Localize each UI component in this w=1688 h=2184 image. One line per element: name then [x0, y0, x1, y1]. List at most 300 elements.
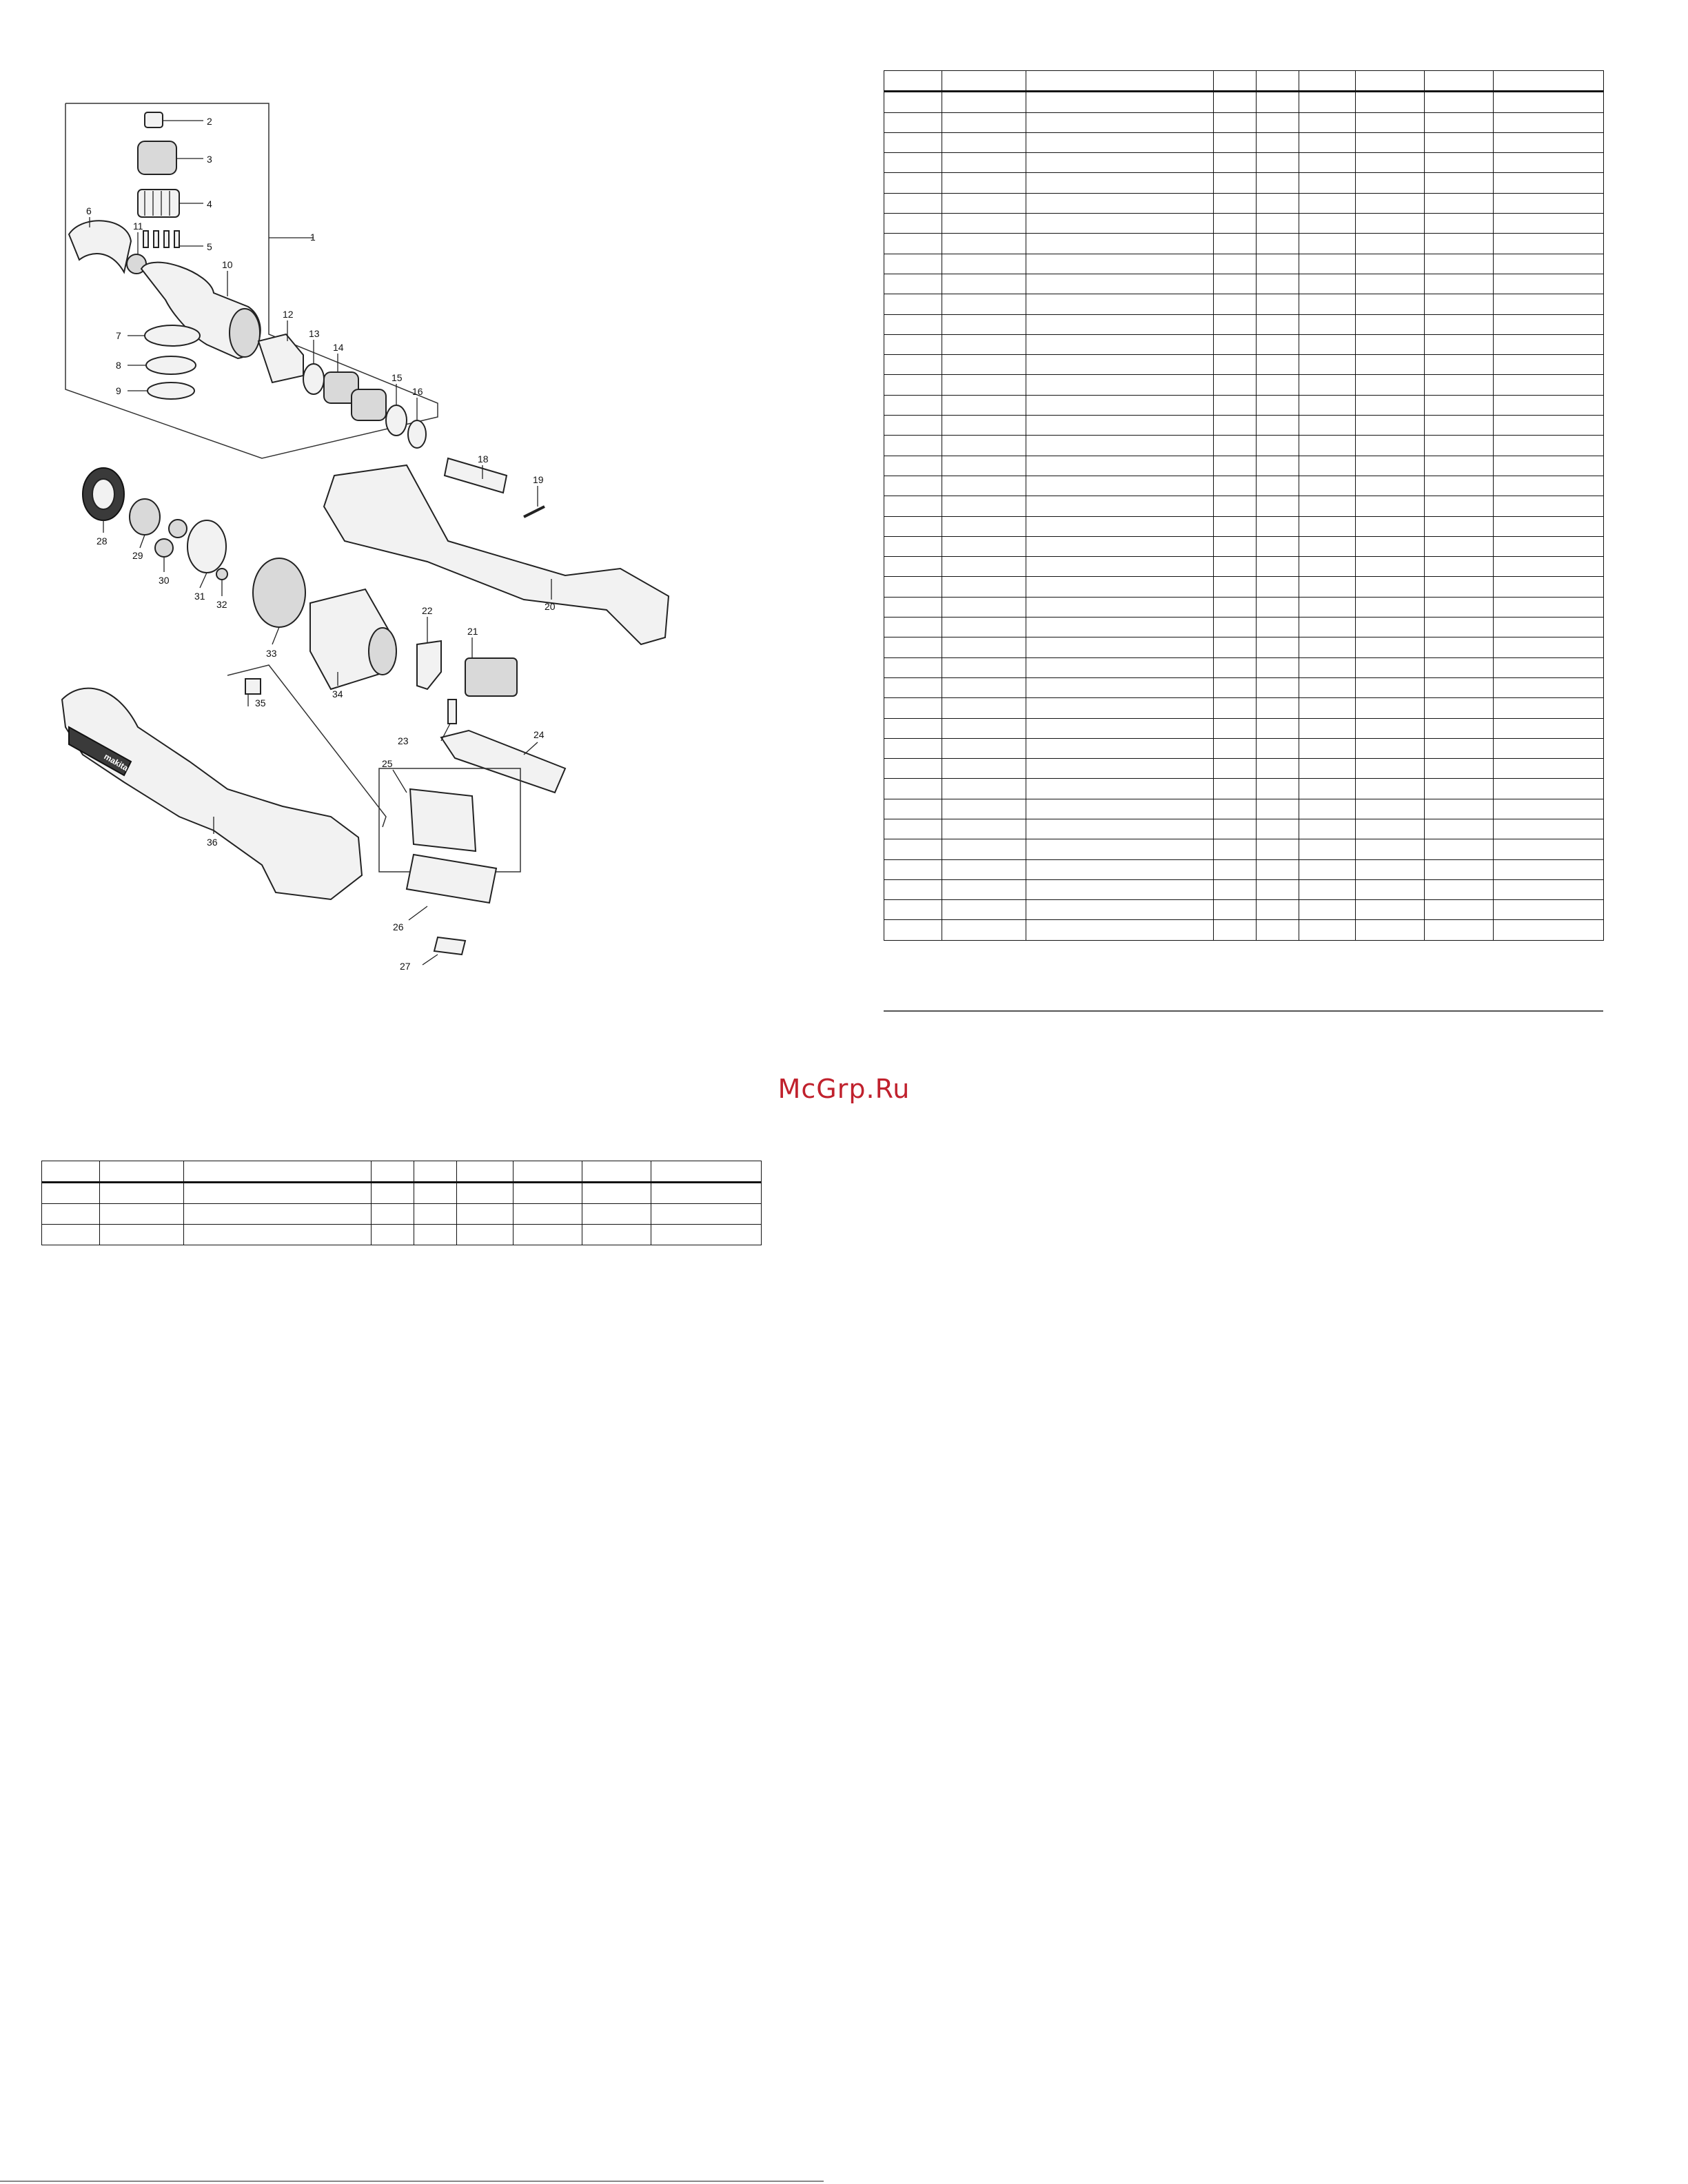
parts-table-cell — [884, 274, 942, 294]
parts-table-cell — [1356, 759, 1425, 779]
parts-table-cell — [942, 759, 1026, 779]
parts-table-cell — [884, 395, 942, 415]
parts-table-cell — [1214, 779, 1257, 799]
parts-table-cell — [1425, 738, 1494, 758]
parts-table-row — [884, 334, 1604, 354]
parts-table-cell — [884, 173, 942, 193]
callout-7: 7 — [116, 330, 121, 341]
small-table-cell — [513, 1161, 582, 1183]
parts-table-row — [884, 779, 1604, 799]
parts-table-cell — [1214, 254, 1257, 274]
parts-table-cell — [1257, 597, 1299, 617]
parts-table-cell — [1425, 577, 1494, 597]
parts-table-cell — [884, 859, 942, 879]
parts-table-cell — [1356, 597, 1425, 617]
parts-table-cell — [1299, 334, 1356, 354]
part-36-housing — [62, 688, 362, 899]
parts-table-cell — [1356, 879, 1425, 899]
parts-table-cell — [1257, 496, 1299, 516]
parts-table-cell — [1299, 759, 1356, 779]
part-31-washer — [187, 520, 226, 573]
small-table-cell — [651, 1183, 762, 1204]
parts-table-cell — [1356, 355, 1425, 375]
supplementary-table — [41, 1161, 762, 1245]
parts-table-cell — [1356, 637, 1425, 657]
part-7-ring — [145, 325, 200, 346]
part-3-bushing — [138, 141, 176, 174]
part-6-strap — [69, 221, 131, 272]
parts-table-cell — [1026, 234, 1214, 254]
parts-table-cell — [1214, 476, 1257, 496]
parts-table-cell — [1494, 436, 1604, 456]
parts-table-row — [884, 355, 1604, 375]
parts-table-cell — [1299, 476, 1356, 496]
parts-table-cell — [884, 920, 942, 940]
parts-table-cell — [1425, 294, 1494, 314]
parts-table-cell — [1026, 254, 1214, 274]
parts-table-cell — [1214, 839, 1257, 859]
parts-table-cell — [1257, 577, 1299, 597]
parts-table-cell — [1425, 456, 1494, 476]
parts-table-cell — [1425, 375, 1494, 395]
callout-14: 14 — [333, 342, 344, 353]
parts-table-cell — [942, 577, 1026, 597]
parts-table-cell — [942, 92, 1026, 112]
small-table-cell — [457, 1183, 513, 1204]
small-table-cell — [100, 1161, 184, 1183]
small-table-cell — [42, 1183, 100, 1204]
small-table-cell — [42, 1204, 100, 1225]
parts-table-cell — [1425, 698, 1494, 718]
parts-table-row — [884, 456, 1604, 476]
parts-table-row — [884, 597, 1604, 617]
parts-table-row — [884, 536, 1604, 556]
parts-table-row — [884, 900, 1604, 920]
parts-table-cell — [1026, 71, 1214, 92]
parts-table-cell — [1299, 900, 1356, 920]
part-18-plate — [445, 458, 507, 493]
parts-table-cell — [1257, 779, 1299, 799]
parts-table-cell — [1026, 193, 1214, 213]
parts-table-cell — [1257, 879, 1299, 899]
parts-table-cell — [1425, 254, 1494, 274]
small-table-cell — [414, 1183, 457, 1204]
parts-table-cell — [1425, 920, 1494, 940]
parts-table-cell — [1214, 577, 1257, 597]
parts-table-cell — [1356, 234, 1425, 254]
parts-table-row — [884, 657, 1604, 677]
parts-table-cell — [1425, 214, 1494, 234]
parts-table-cell — [1425, 597, 1494, 617]
parts-table-cell — [1299, 254, 1356, 274]
callout-1: 1 — [310, 232, 316, 243]
parts-table-cell — [1026, 839, 1214, 859]
small-table-cell — [184, 1204, 372, 1225]
exploded-parts-diagram — [41, 65, 813, 996]
parts-table-cell — [942, 879, 1026, 899]
parts-table-cell — [1425, 334, 1494, 354]
parts-table-cell — [884, 334, 942, 354]
parts-table-cell — [1214, 677, 1257, 697]
parts-table-cell — [942, 718, 1026, 738]
parts-table-cell — [884, 112, 942, 132]
parts-table-cell — [1356, 799, 1425, 819]
parts-table-cell — [1425, 779, 1494, 799]
parts-table-cell — [1257, 193, 1299, 213]
parts-table-cell — [1257, 759, 1299, 779]
parts-table-cell — [1356, 132, 1425, 152]
parts-table-cell — [884, 132, 942, 152]
parts-table-cell — [1356, 334, 1425, 354]
parts-table-cell — [1257, 698, 1299, 718]
parts-table-cell — [1494, 334, 1604, 354]
parts-table-cell — [942, 859, 1026, 879]
parts-table-cell — [1299, 375, 1356, 395]
parts-table-cell — [884, 92, 942, 112]
callout-19: 19 — [533, 474, 544, 485]
parts-table-cell — [1425, 314, 1494, 334]
parts-table-cell — [1299, 496, 1356, 516]
parts-table-cell — [1425, 900, 1494, 920]
parts-table-cell — [942, 456, 1026, 476]
parts-table-cell — [942, 214, 1026, 234]
parts-table-row — [884, 738, 1604, 758]
parts-table-cell — [1214, 294, 1257, 314]
parts-table-cell — [1257, 799, 1299, 819]
parts-table-cell — [1425, 132, 1494, 152]
callout-21: 21 — [467, 626, 478, 637]
parts-table-cell — [1214, 799, 1257, 819]
callout-3: 3 — [207, 154, 212, 165]
callout-4: 4 — [207, 198, 212, 210]
parts-table-cell — [1214, 112, 1257, 132]
parts-table-cell — [1257, 71, 1299, 92]
parts-table-cell — [1356, 718, 1425, 738]
small-table-cell — [184, 1225, 372, 1245]
parts-table-cell — [884, 577, 942, 597]
parts-table-cell — [1257, 254, 1299, 274]
small-table-cell — [42, 1225, 100, 1245]
parts-table-cell — [1257, 112, 1299, 132]
parts-table-cell — [1425, 416, 1494, 436]
parts-table-cell — [1214, 879, 1257, 899]
parts-table-cell — [1425, 536, 1494, 556]
parts-table-cell — [1026, 799, 1214, 819]
parts-table-cell — [1494, 799, 1604, 819]
parts-table-cell — [1214, 416, 1257, 436]
parts-table-cell — [1214, 71, 1257, 92]
parts-table-cell — [1494, 900, 1604, 920]
parts-table-row — [884, 416, 1604, 436]
parts-table-cell — [1356, 395, 1425, 415]
small-table-cell — [582, 1183, 651, 1204]
parts-table-cell — [884, 557, 942, 577]
parts-table-cell — [942, 677, 1026, 697]
parts-table-cell — [1494, 132, 1604, 152]
parts-table-cell — [1257, 718, 1299, 738]
parts-table-cell — [1494, 698, 1604, 718]
parts-table-cell — [1257, 557, 1299, 577]
callout-28: 28 — [96, 535, 108, 547]
parts-table-cell — [1356, 314, 1425, 334]
parts-table-cell — [1214, 234, 1257, 254]
callout-6: 6 — [86, 205, 92, 216]
parts-table-cell — [884, 657, 942, 677]
parts-table-cell — [1299, 214, 1356, 234]
part-25-controller — [410, 789, 476, 851]
parts-table-cell — [1299, 274, 1356, 294]
parts-table-cell — [1494, 71, 1604, 92]
part-2-cap — [145, 112, 163, 127]
part-32-screw — [216, 569, 227, 580]
parts-table-cell — [1026, 759, 1214, 779]
parts-table-cell — [1494, 759, 1604, 779]
parts-table-cell — [942, 637, 1026, 657]
parts-table-cell — [1299, 920, 1356, 940]
parts-table-cell — [942, 698, 1026, 718]
parts-table-cell — [1214, 698, 1257, 718]
callout-35: 35 — [255, 697, 266, 708]
parts-table-cell — [1356, 557, 1425, 577]
parts-table-cell — [942, 193, 1026, 213]
parts-table-cell — [1494, 718, 1604, 738]
parts-table-cell — [884, 799, 942, 819]
parts-table-cell — [1299, 557, 1356, 577]
parts-table-cell — [942, 819, 1026, 839]
parts-table-cell — [884, 779, 942, 799]
callout-30: 30 — [159, 575, 170, 586]
parts-table-cell — [1299, 92, 1356, 112]
parts-table-cell — [884, 375, 942, 395]
parts-table-row — [884, 799, 1604, 819]
parts-table-cell — [1356, 859, 1425, 879]
parts-table-cell — [1356, 618, 1425, 637]
parts-table-cell — [1494, 375, 1604, 395]
parts-table-cell — [1494, 234, 1604, 254]
parts-table-cell — [884, 314, 942, 334]
parts-table-cell — [1214, 657, 1257, 677]
parts-table-cell — [942, 254, 1026, 274]
parts-table-cell — [884, 718, 942, 738]
parts-table-cell — [1299, 657, 1356, 677]
parts-table-cell — [884, 759, 942, 779]
parts-table-cell — [1299, 597, 1356, 617]
parts-table-cell — [1299, 859, 1356, 879]
parts-table-cell — [1494, 779, 1604, 799]
callout-29: 29 — [132, 550, 143, 561]
part-12-shaft — [258, 334, 303, 382]
parts-table-cell — [884, 618, 942, 637]
parts-table-cell — [1299, 456, 1356, 476]
parts-table-cell — [1356, 900, 1425, 920]
parts-table-cell — [1356, 416, 1425, 436]
parts-table-cell — [1026, 294, 1214, 314]
parts-table-cell — [1356, 779, 1425, 799]
parts-table-cell — [1257, 677, 1299, 697]
parts-table-cell — [1214, 375, 1257, 395]
parts-table-row — [884, 718, 1604, 738]
parts-table-cell — [1356, 738, 1425, 758]
parts-table-cell — [1356, 536, 1425, 556]
parts-table-cell — [1214, 859, 1257, 879]
parts-table-cell — [1257, 657, 1299, 677]
parts-table-row — [884, 698, 1604, 718]
parts-table-cell — [1425, 476, 1494, 496]
parts-table-cell — [1214, 516, 1257, 536]
parts-table-cell — [1026, 577, 1214, 597]
small-table-cell — [457, 1204, 513, 1225]
parts-table-cell — [1214, 153, 1257, 173]
parts-table-cell — [1494, 536, 1604, 556]
small-table-cell — [651, 1161, 762, 1183]
parts-table-cell — [1214, 597, 1257, 617]
parts-table-cell — [884, 214, 942, 234]
parts-table-cell — [1026, 618, 1214, 637]
parts-table-cell — [1356, 819, 1425, 839]
parts-table-cell — [1026, 657, 1214, 677]
parts-table-cell — [1425, 618, 1494, 637]
parts-table-cell — [1299, 718, 1356, 738]
parts-table-cell — [1299, 516, 1356, 536]
small-table-cell — [372, 1161, 414, 1183]
parts-table-cell — [942, 839, 1026, 859]
callout-15: 15 — [392, 372, 403, 383]
parts-table-cell — [1214, 334, 1257, 354]
parts-table-row — [884, 375, 1604, 395]
parts-table-cell — [1356, 577, 1425, 597]
parts-table-cell — [942, 536, 1026, 556]
parts-table-cell — [1026, 920, 1214, 940]
parts-table-cell — [1026, 819, 1214, 839]
parts-table-cell — [1494, 314, 1604, 334]
parts-table-cell — [942, 738, 1026, 758]
parts-table-cell — [942, 779, 1026, 799]
parts-table-cell — [1026, 779, 1214, 799]
parts-table-cell — [1214, 132, 1257, 152]
parts-table-cell — [1425, 193, 1494, 213]
parts-table-cell — [942, 132, 1026, 152]
parts-table-cell — [1494, 294, 1604, 314]
parts-table-row — [884, 637, 1604, 657]
parts-table-cell — [1026, 173, 1214, 193]
parts-table-cell — [942, 71, 1026, 92]
parts-table-row — [884, 254, 1604, 274]
part-27-label — [434, 937, 465, 955]
parts-table-cell — [1214, 618, 1257, 637]
parts-table-cell — [1257, 436, 1299, 456]
parts-table-cell — [1299, 577, 1356, 597]
parts-list-table — [884, 70, 1604, 941]
callout-16: 16 — [412, 386, 423, 397]
parts-table-cell — [1425, 496, 1494, 516]
parts-table-cell — [1356, 677, 1425, 697]
parts-table-cell — [1494, 274, 1604, 294]
parts-table-cell — [1257, 819, 1299, 839]
parts-table-cell — [884, 516, 942, 536]
parts-table-cell — [1026, 132, 1214, 152]
parts-table-cell — [1026, 516, 1214, 536]
parts-table-cell — [1214, 395, 1257, 415]
parts-table-cell — [942, 657, 1026, 677]
parts-table-cell — [1494, 456, 1604, 476]
parts-table-cell — [1026, 395, 1214, 415]
callout-24: 24 — [533, 729, 545, 740]
callout-33: 33 — [266, 648, 277, 659]
parts-table-cell — [1299, 416, 1356, 436]
parts-table-row — [884, 173, 1604, 193]
parts-table-cell — [1026, 112, 1214, 132]
parts-table-cell — [1214, 819, 1257, 839]
small-table-row — [42, 1225, 762, 1245]
parts-table-cell — [1425, 234, 1494, 254]
callout-31: 31 — [194, 591, 205, 602]
parts-table-cell — [884, 436, 942, 456]
parts-table-cell — [1425, 637, 1494, 657]
parts-table-cell — [1026, 436, 1214, 456]
parts-table-cell — [884, 254, 942, 274]
small-table-header-row — [42, 1161, 762, 1183]
parts-table-cell — [884, 234, 942, 254]
parts-table-cell — [1425, 879, 1494, 899]
parts-table-cell — [1425, 859, 1494, 879]
parts-table-cell — [1299, 618, 1356, 637]
parts-table-cell — [1494, 193, 1604, 213]
parts-table-row — [884, 577, 1604, 597]
small-table-cell — [372, 1204, 414, 1225]
parts-table-cell — [1494, 516, 1604, 536]
parts-table-cell — [1299, 294, 1356, 314]
parts-table-cell — [1026, 637, 1214, 657]
small-table-cell — [100, 1225, 184, 1245]
parts-table-cell — [1425, 516, 1494, 536]
parts-table-cell — [1257, 839, 1299, 859]
parts-table-row — [884, 879, 1604, 899]
small-table-cell — [582, 1225, 651, 1245]
parts-table-cell — [1257, 173, 1299, 193]
parts-table-cell — [1026, 92, 1214, 112]
parts-table-cell — [1356, 294, 1425, 314]
part-22-trigger — [417, 641, 441, 689]
parts-table-cell — [1026, 698, 1214, 718]
parts-table-row — [884, 395, 1604, 415]
small-table-cell — [184, 1183, 372, 1204]
parts-table-cell — [1257, 355, 1299, 375]
parts-table-cell — [1026, 557, 1214, 577]
parts-table-cell — [1494, 496, 1604, 516]
parts-table-row — [884, 476, 1604, 496]
parts-table-cell — [1425, 677, 1494, 697]
parts-table-cell — [942, 476, 1026, 496]
parts-table-row — [884, 234, 1604, 254]
parts-table-cell — [884, 536, 942, 556]
parts-table-cell — [942, 618, 1026, 637]
part-15-washer — [386, 405, 407, 436]
part-26-terminal — [407, 855, 496, 903]
small-table-cell — [513, 1183, 582, 1204]
parts-table-cell — [1257, 618, 1299, 637]
small-table-cell — [414, 1204, 457, 1225]
small-table-cell — [651, 1204, 762, 1225]
parts-table-cell — [884, 900, 942, 920]
parts-table-cell — [1494, 657, 1604, 677]
parts-table-cell — [1257, 476, 1299, 496]
parts-table-cell — [1494, 920, 1604, 940]
callout-13: 13 — [309, 328, 320, 339]
callout-27: 27 — [400, 961, 411, 972]
parts-table-cell — [1026, 153, 1214, 173]
parts-table-cell — [1299, 395, 1356, 415]
parts-table-cell — [1214, 496, 1257, 516]
